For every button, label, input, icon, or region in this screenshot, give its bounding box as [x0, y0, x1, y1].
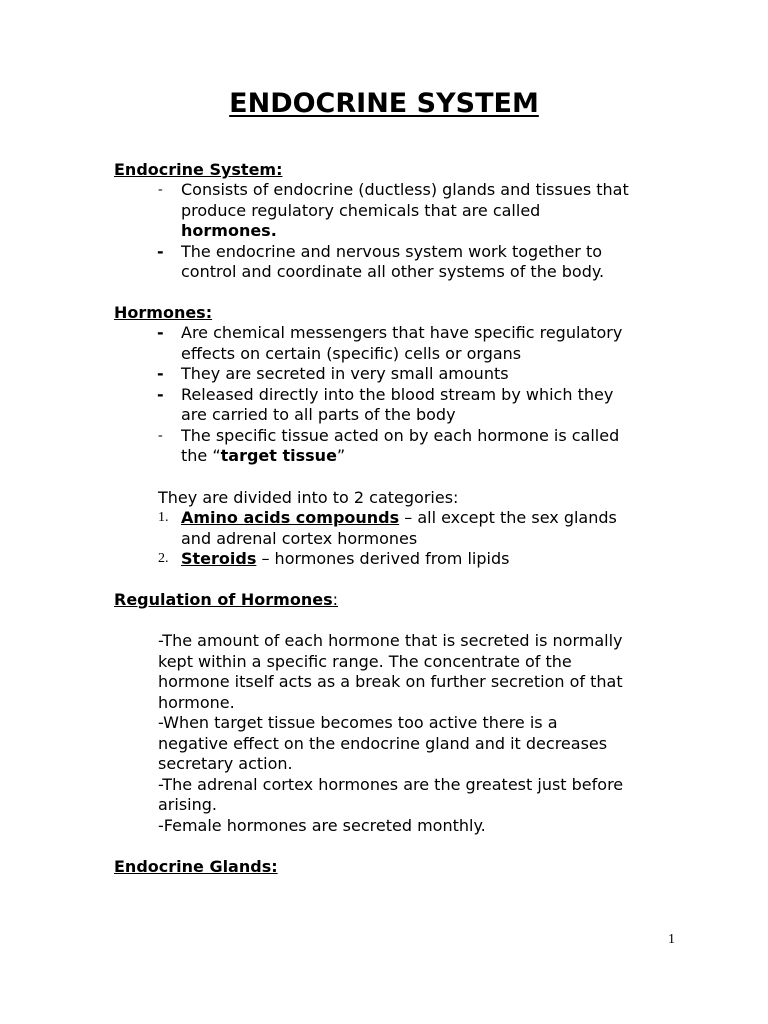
list-item-text: They are secreted in very small amounts: [181, 364, 509, 383]
paragraph-line: -The adrenal cortex hormones are the greatest just before: [158, 774, 624, 794]
paragraph-line: negative effect on the endocrine gland and it decreases: [158, 733, 608, 753]
list-item-text: [181, 446, 681, 467]
text-fragment: – all except the sex glands: [399, 508, 617, 527]
list-item: [158, 425, 681, 467]
list-item: [158, 180, 681, 242]
list-item-text: produce regulatory chemicals that are called: [181, 200, 541, 220]
paragraph-line: -Female hormones are secreted monthly.: [158, 815, 486, 835]
paragraph-line: -The amount of each hormone that is secreted is normally: [158, 631, 623, 650]
list-item: [158, 508, 681, 549]
list-marker: -: [157, 384, 164, 404]
list-item: [157, 323, 681, 364]
list-item-text: The specific tissue acted on by each hormone is called: [181, 425, 620, 445]
list-item-text: The endocrine and nervous system work together to: [181, 241, 603, 261]
text-fragment: – hormones derived from lipids: [256, 549, 510, 568]
category-term: Amino acids compounds: [181, 508, 400, 527]
section-heading-regulation: [114, 590, 338, 609]
list-item-text: [181, 549, 681, 570]
list-marker: -: [158, 182, 163, 197]
list-item-text: Released directly into the blood stream by which they: [181, 384, 614, 404]
section-heading-hormones: Hormones:: [114, 303, 213, 322]
paragraph-line: hormone.: [158, 692, 235, 712]
paragraph-line: kept within a specific range. The concentrate of the: [158, 651, 572, 671]
paragraph-line: hormone itself acts as a break on further secretion of that: [158, 672, 623, 691]
list-marker: -: [157, 323, 164, 342]
heading-text: Regulation of Hormones: [114, 590, 333, 609]
text-fragment: the “: [181, 446, 221, 465]
list-item-text: control and coordinate all other systems of the body.: [181, 262, 605, 281]
list-marker: -: [157, 241, 164, 261]
document-title: ENDOCRINE SYSTEM: [229, 88, 539, 119]
list-marker: -: [158, 427, 163, 443]
bold-term-target-tissue: target tissue: [220, 446, 337, 465]
list-item-text: Are chemical messengers that have specific regulatory: [181, 323, 623, 342]
hormones-list: [157, 323, 681, 467]
list-item-text: [181, 508, 681, 529]
list-item: [157, 384, 681, 426]
list-marker: 1.: [158, 510, 169, 525]
list-item: [158, 549, 681, 570]
section-heading-endocrine-glands: Endocrine Glands:: [114, 857, 278, 876]
list-item-text: Consists of endocrine (ductless) glands and tissues that: [181, 180, 629, 199]
regulation-paragraph: [158, 631, 688, 836]
list-item-text: effects on certain (specific) cells or organs: [181, 343, 522, 363]
categories-list: [158, 508, 681, 570]
heading-colon: :: [332, 590, 338, 609]
list-marker: -: [157, 364, 164, 383]
list-item-bold-text: hormones.: [181, 221, 277, 240]
paragraph-line: -When target tissue becomes too active there is a: [158, 713, 558, 732]
list-marker: 2.: [158, 551, 169, 566]
text-fragment: ”: [336, 446, 346, 465]
page-number: 1: [668, 932, 675, 947]
section-heading-endocrine-system: Endocrine System:: [114, 160, 283, 179]
list-item-text: are carried to all parts of the body: [181, 405, 456, 424]
category-term: Steroids: [181, 549, 257, 568]
paragraph-line: secretary action.: [158, 754, 293, 773]
paragraph-line: arising.: [158, 795, 217, 814]
list-item: [157, 241, 681, 283]
list-item-text: and adrenal cortex hormones: [181, 528, 418, 548]
endocrine-system-list: [157, 180, 681, 283]
categories-intro: They are divided into to 2 categories:: [158, 488, 459, 507]
list-item: [157, 364, 681, 385]
